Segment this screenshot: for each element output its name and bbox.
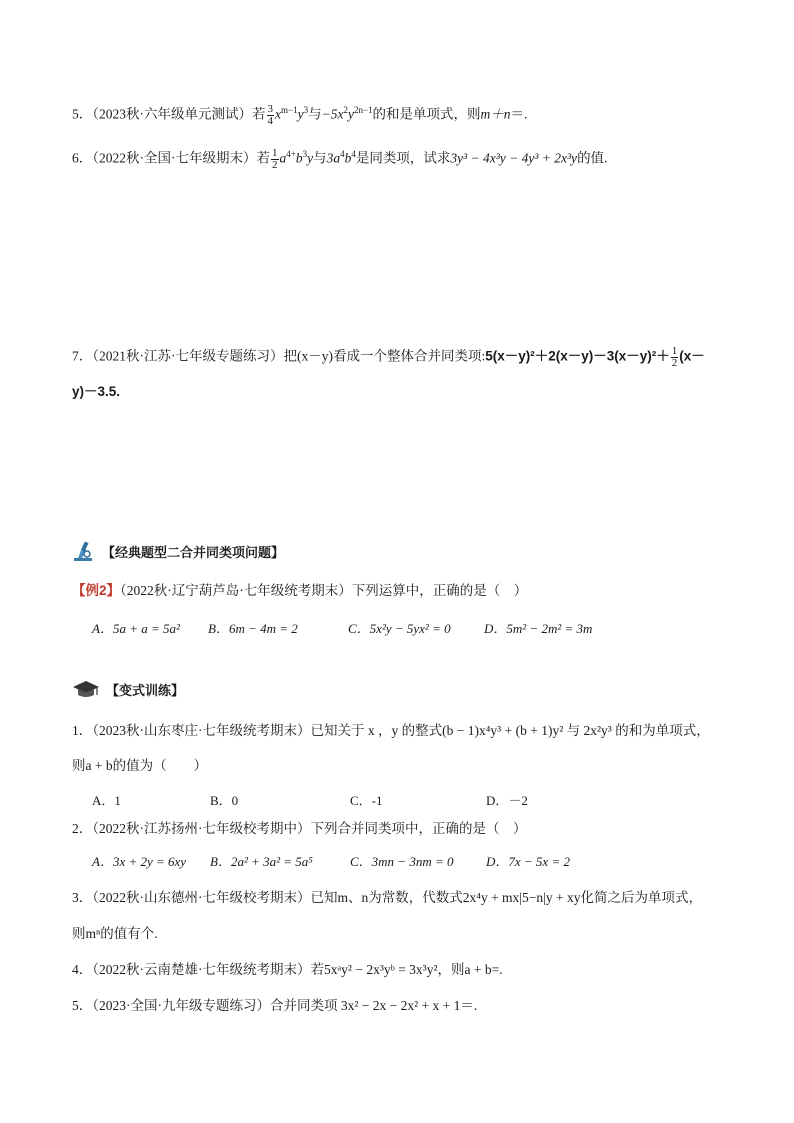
fraction — [267, 104, 275, 127]
practice-1-line2: 则a + b的值为（ ） — [72, 758, 208, 773]
exponent: 2n−1 — [353, 105, 373, 116]
expression: 3y³ − 4x³y − 4y³ + 2x³y — [450, 150, 578, 166]
practice-1: 1．（2023秋·山东枣庄·七年级统考期末）已知关于 x ，y 的整式(b − 1)x⁴y³ + (b + 1)y² 与 2x²y³ 的和为单项式， — [72, 723, 710, 738]
term: a — [279, 150, 287, 166]
question-text: 5．（2023秋·六年级单元测试）若 — [72, 106, 266, 122]
term: b — [295, 150, 303, 166]
practice-3: 3．（2022秋·山东德州·七年级校考期末）已知m、n为常数，代数式2x⁴y + mx|5−n|y + xy化简之后为单项式， — [72, 890, 702, 905]
choice-b[interactable]: B．6m − 4m = 2 — [208, 621, 298, 636]
choice-c[interactable]: C．5x²y − 5yx² = 0 — [348, 621, 451, 636]
question-7-line2: y)－3.5. — [72, 384, 121, 399]
section-title: 【经典题型二合并同类项问题】 — [102, 544, 285, 560]
choice-c[interactable]: C．3mn − 3nm = 0 — [350, 854, 454, 869]
numerator: 1 — [671, 345, 678, 357]
expression: 5(x－y)²＋2(x－y)－3(x－y)²＋ — [485, 348, 670, 364]
graduation-cap-icon — [72, 679, 100, 699]
question-text: 是同类项，试求 — [355, 150, 451, 166]
question-text: 的和是单项式，则 — [372, 106, 481, 122]
denominator: 2 — [272, 159, 278, 171]
denominator: 4 — [267, 115, 273, 127]
question-7 — [72, 346, 705, 369]
example-2-choices — [92, 618, 624, 637]
section-header-type2 — [72, 540, 284, 562]
question-end: 的值. — [577, 150, 608, 166]
microscope-icon — [72, 540, 96, 562]
numerator: 1 — [272, 147, 278, 159]
connector: 与 — [313, 150, 327, 166]
term: x — [275, 106, 281, 122]
exponent: 2 — [343, 105, 348, 116]
choice-b[interactable]: B．0 — [210, 793, 239, 808]
expression-tail: (x－ — [679, 348, 705, 364]
numerator: 3 — [267, 103, 273, 115]
choice-c[interactable]: C．-1 — [350, 793, 383, 808]
choice-d[interactable]: D．7x − 5x = 2 — [486, 854, 570, 869]
exponent: m−1 — [281, 105, 298, 116]
exponent: 3 — [302, 149, 308, 160]
exponent: 3 — [303, 105, 309, 116]
denominator: 2 — [671, 357, 678, 369]
exponent: 4 — [340, 149, 345, 160]
question-5 — [72, 104, 527, 127]
choice-a[interactable]: A．5a + a = 5a² — [92, 621, 180, 636]
term: y — [347, 106, 354, 122]
section-title: 【变式训练】 — [106, 682, 185, 698]
example-2 — [72, 582, 527, 600]
section-header-practice — [72, 679, 184, 699]
practice-5: 5．（2023·全国·九年级专题练习）合并同类项 3x² − 2x − 2x² + x + 1＝. — [72, 998, 478, 1013]
term: y — [297, 106, 304, 122]
choice-d[interactable]: D．－2 — [486, 793, 528, 808]
expression: m＋n — [480, 106, 511, 122]
question-text: （2022秋·辽宁葫芦岛·七年级统考期末）下列运算中，正确的是（ ） — [120, 583, 528, 598]
choice-a[interactable]: A．1 — [92, 793, 121, 808]
choice-b[interactable]: B．2a² + 3a² = 5a⁵ — [210, 854, 313, 869]
practice-2: 2．（2022秋·江苏扬州·七年级校考期中）下列合并同类项中，正确的是（ ） — [72, 821, 527, 836]
question-text: 6．（2022秋·全国·七年级期末）若 — [72, 150, 270, 166]
practice-1-choices — [92, 790, 626, 809]
question-end: ＝. — [510, 106, 528, 122]
fraction — [671, 346, 679, 369]
term: b — [344, 150, 352, 166]
practice-4: 4．（2022秋·云南楚雄·七年级统考期末）若5xᵃy² − 2x³yᵇ = 3x³y²，则a + b=. — [72, 962, 503, 977]
example-label: 【例2】 — [72, 583, 121, 598]
practice-2-choices — [92, 851, 626, 870]
term: y — [307, 150, 314, 166]
choice-a[interactable]: A．3x + 2y = 6xy — [92, 854, 187, 869]
choice-d[interactable]: D．5m² − 2m² = 3m — [484, 621, 593, 636]
question-6 — [72, 148, 607, 171]
exponent: 4 — [351, 149, 356, 160]
question-text: 7．（2021秋·江苏·七年级专题练习）把(x－y)看成一个整体合并同类项: — [72, 348, 486, 364]
practice-3-line2: 则mⁿ的值有个. — [72, 926, 158, 941]
term: −5x — [321, 106, 344, 122]
connector: 与 — [308, 106, 322, 122]
exponent: 4+ — [286, 149, 296, 160]
fraction — [271, 148, 279, 171]
term: 3a — [326, 150, 341, 166]
